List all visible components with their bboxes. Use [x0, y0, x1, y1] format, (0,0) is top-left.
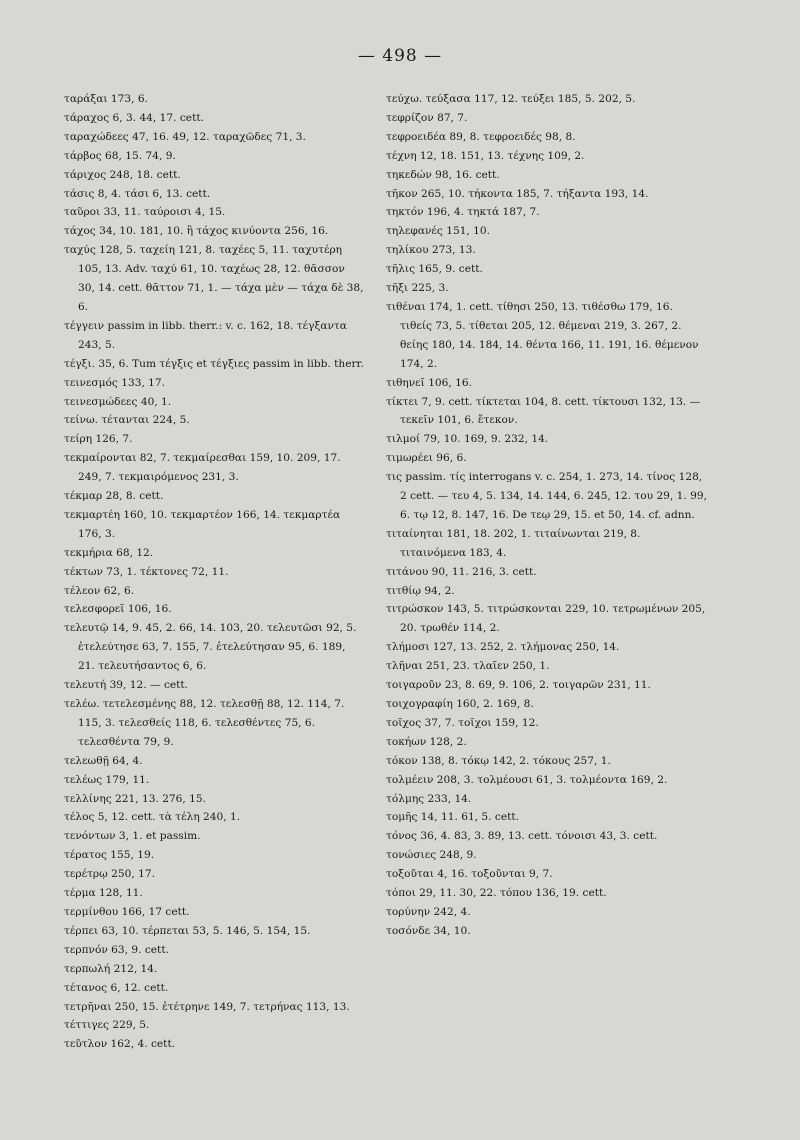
index-entry: τιμωρέει 96, 6. [386, 452, 467, 465]
right-column [386, 90, 708, 941]
index-entry: τλήμοσι 127, 13. 252, 2. τλήμονας 250, 14. [386, 641, 620, 654]
index-entry: τῆξι 225, 3. [386, 282, 449, 295]
index-entry: τεφρίζον 87, 7. [386, 111, 468, 124]
index-entry: τῆκον 265, 10. τήκοντα 185, 7. τήξαντα 193, 14. [386, 187, 649, 200]
left-column [64, 90, 364, 1054]
index-entry: τέρατος 155, 19. [64, 849, 155, 862]
index-entry: τελέως 179, 11. [64, 773, 150, 786]
index-entry: τιλμοί 79, 10. 169, 9. 232, 14. [386, 433, 549, 446]
index-entry: τηκεδών 98, 16. cett. [386, 168, 500, 181]
index-entry: τελέω. τετελεσμένης 88, 12. τελεσθῇ 88, 12. 114, 7. 115, 3. τελεσθείς 118, 6. τελεσθέντες 75, 6. τελεσθέντα 79, 9. [64, 698, 345, 748]
index-entry: τηκτόν 196, 4. τηκτά 187, 7. [386, 206, 540, 219]
index-entry: τεκμήρια 68, 12. [64, 546, 154, 559]
index-entry: τάρβος 68, 15. 74, 9. [64, 149, 176, 162]
index-entry: τίκτει 7, 9. cett. τίκτεται 104, 8. cett. τίκτουσι 132, 13. — τεκεῖν 101, 6. ἔτεκον. [386, 395, 701, 427]
index-entry: τεφροειδέα 89, 8. τεφροειδές 98, 8. [386, 130, 576, 143]
index-entry: τοκήων 128, 2. [386, 735, 467, 748]
index-entry: τῆλις 165, 9. cett. [386, 263, 483, 276]
index-entry: τέττιγες 229, 5. [64, 1019, 150, 1032]
index-entry: τείνω. τέτανται 224, 5. [64, 414, 190, 427]
index-entry: τάριχος 248, 18. cett. [64, 168, 181, 181]
index-entry: τερπωλή 212, 14. [64, 962, 158, 975]
index-entry: τόκον 138, 8. τόκῳ 142, 2. τόκους 257, 1. [386, 754, 611, 767]
index-entry: τέγγειν passim in libb. therr.: v. c. 162, 18. τέγξαντα 243, 5. [64, 319, 347, 351]
index-entry: τελεσφορεῖ 106, 16. [64, 603, 172, 616]
index-entry: ταράξαι 173, 6. [64, 93, 148, 105]
index-entry: τέγξι. 35, 6. Tum τέγξις et τέγξιες passim in libb. therr. [64, 357, 364, 370]
index-entry: τετρῆναι 250, 15. ἐτέτρηνε 149, 7. τετρήνας 113, 13. [64, 1000, 350, 1013]
index-entry: τερέτρῳ 250, 17. [64, 868, 155, 881]
index-entry: ταῦροι 33, 11. ταύροισι 4, 15. [64, 206, 226, 219]
index-entry: τεκμαρτέη 160, 10. τεκμαρτέον 166, 14. τεκμαρτέα 176, 3. [64, 508, 341, 540]
index-entry: τείρη 126, 7. [64, 433, 133, 446]
index-entry: τελευτῷ 14, 9. 45, 2. 66, 14. 103, 20. τελευτῶσι 92, 5. ἐτελεύτησε 63, 7. 155, 7. ἐτελεύτησαν 95, 6. 189, 21. τελευτήσαντος 6, 6. [64, 622, 357, 673]
index-entry: τηλίκου 273, 13. [386, 244, 476, 257]
index-entry: τιθέναι 174, 1. cett. τίθησι 250, 13. τιθέσθω 179, 16. τιθείς 73, 5. τίθεται 205, 12. θέμεναι 219, 3. 267, 2. θείης 180, 14. 184, 14. θέντα 166, 11. 191, 16. θέμενον 174, 2. [386, 300, 699, 370]
index-entry: τοιγαροῦν 23, 8. 69, 9. 106, 2. τοιγαρῶν 231, 11. [386, 679, 651, 692]
index-entry: τοῖχος 37, 7. τοῖχοι 159, 12. [386, 716, 539, 729]
index-entry: τιταίνηται 181, 18. 202, 1. τιταίνωνται 219, 8. τιταινόμενα 183, 4. [386, 527, 641, 559]
index-entry: τερπνόν 63, 9. cett. [64, 943, 169, 956]
index-entry: τέχνη 12, 18. 151, 13. τέχνης 109, 2. [386, 149, 585, 162]
index-entry: τομῆς 14, 11. 61, 5. cett. [386, 811, 519, 824]
index-entry: τέρπει 63, 10. τέρπεται 53, 5. 146, 5. 154, 15. [64, 924, 311, 937]
index-entry: τέκτων 73, 1. τέκτονες 72, 11. [64, 565, 229, 578]
index-entry: ταραχώδεες 47, 16. 49, 12. ταραχῶδες 71, 3. [64, 130, 306, 143]
index-entry: τηλεφανές 151, 10. [386, 225, 491, 238]
index-entry: τλῆναι 251, 23. τλαῖεν 250, 1. [386, 660, 550, 673]
index-entry: τάχος 34, 10. 181, 10. ἢ τάχος κινύοντα 256, 16. [64, 225, 329, 238]
index-entry: τεινεσμώδεες 40, 1. [64, 395, 172, 408]
index-entry: τιτρώσκον 143, 5. τιτρώσκονται 229, 10. τετρωμένων 205, 20. τρωθέν 114, 2. [386, 603, 706, 635]
index-entry: τιθηνεῖ 106, 16. [386, 376, 472, 389]
index-entry: τελλίνης 221, 13. 276, 15. [64, 792, 206, 805]
index-entry: τεῦτλον 162, 4. cett. [64, 1038, 176, 1051]
index-entry: τέκμαρ 28, 8. cett. [64, 490, 164, 503]
index-entry: τονώσιες 248, 9. [386, 849, 477, 862]
index-entry: τελεωθῇ 64, 4. [64, 754, 143, 767]
index-entry: τενόντων 3, 1. et passim. [64, 830, 201, 843]
index-entry: τέλεον 62, 6. [64, 584, 135, 597]
index-entry: τεκμαίρονται 82, 7. τεκμαίρεσθαι 159, 10. 209, 17. 249, 7. τεκμαιρόμενος 231, 3. [64, 452, 341, 484]
index-entry: τοξοῦται 4, 16. τοξοῦνται 9, 7. [386, 868, 553, 881]
index-entry: τεύχω. τεύξασα 117, 12. τεύξει 185, 5. 202, 5. [386, 93, 636, 105]
index-entry: τέρμα 128, 11. [64, 887, 143, 900]
index-entry: τάραχος 6, 3. 44, 17. cett. [64, 111, 204, 124]
index-entry: τόλμης 233, 14. [386, 792, 472, 805]
index-entry: τολμέειν 208, 3. τολμέουσι 61, 3. τολμέοντα 169, 2. [386, 773, 668, 786]
index-entry: τελευτή 39, 12. — cett. [64, 679, 189, 692]
index-entry: τιτθίῳ 94, 2. [386, 584, 455, 597]
index-entry: τερμίνθου 166, 17 cett. [64, 905, 190, 918]
index-entry: τεινεσμός 133, 17. [64, 376, 166, 389]
index-entry: τοιχογραφίη 160, 2. 169, 8. [386, 698, 534, 710]
index-entry: τορύνην 242, 4. [386, 905, 471, 918]
index-entry: τέλος 5, 12. cett. τὰ τέλη 240, 1. [64, 811, 241, 824]
index-entry: τόνος 36, 4. 83, 3. 89, 13. cett. τόνοισι 43, 3. cett. [386, 830, 658, 843]
page-number: — 498 — [357, 46, 443, 66]
index-entry: ταχύς 128, 5. ταχείη 121, 8. ταχέες 5, 11. ταχυτέρη 105, 13. Adv. ταχύ 61, 10. ταχέως 28, 12. θᾶσσον 30, 14. cett. θᾶττον 71, 1. — τάχα μὲν — τάχα δὲ 38, 6. [64, 244, 364, 313]
index-entry: τάσις 8, 4. τάσι 6, 13. cett. [64, 187, 211, 200]
index-entry: τιτάνου 90, 11. 216, 3. cett. [386, 565, 537, 578]
index-entry: τόποι 29, 11. 30, 22. τόπου 136, 19. cett. [386, 887, 607, 900]
index-entry: τις passim. τίς interrogans v. c. 254, 1. 273, 14. τίνος 128, 2 cett. — τευ 4, 5. 134, 14. 144, 6. 245, 12. του 29, 1. 99, 6. τῳ 12, 8. 147, 16. De τεῳ 29, 15. et 50, 14. cf. adnn. [386, 471, 707, 521]
index-entry: τοσόνδε 34, 10. [386, 924, 471, 937]
index-entry: τέτανος 6, 12. cett. [64, 981, 169, 994]
